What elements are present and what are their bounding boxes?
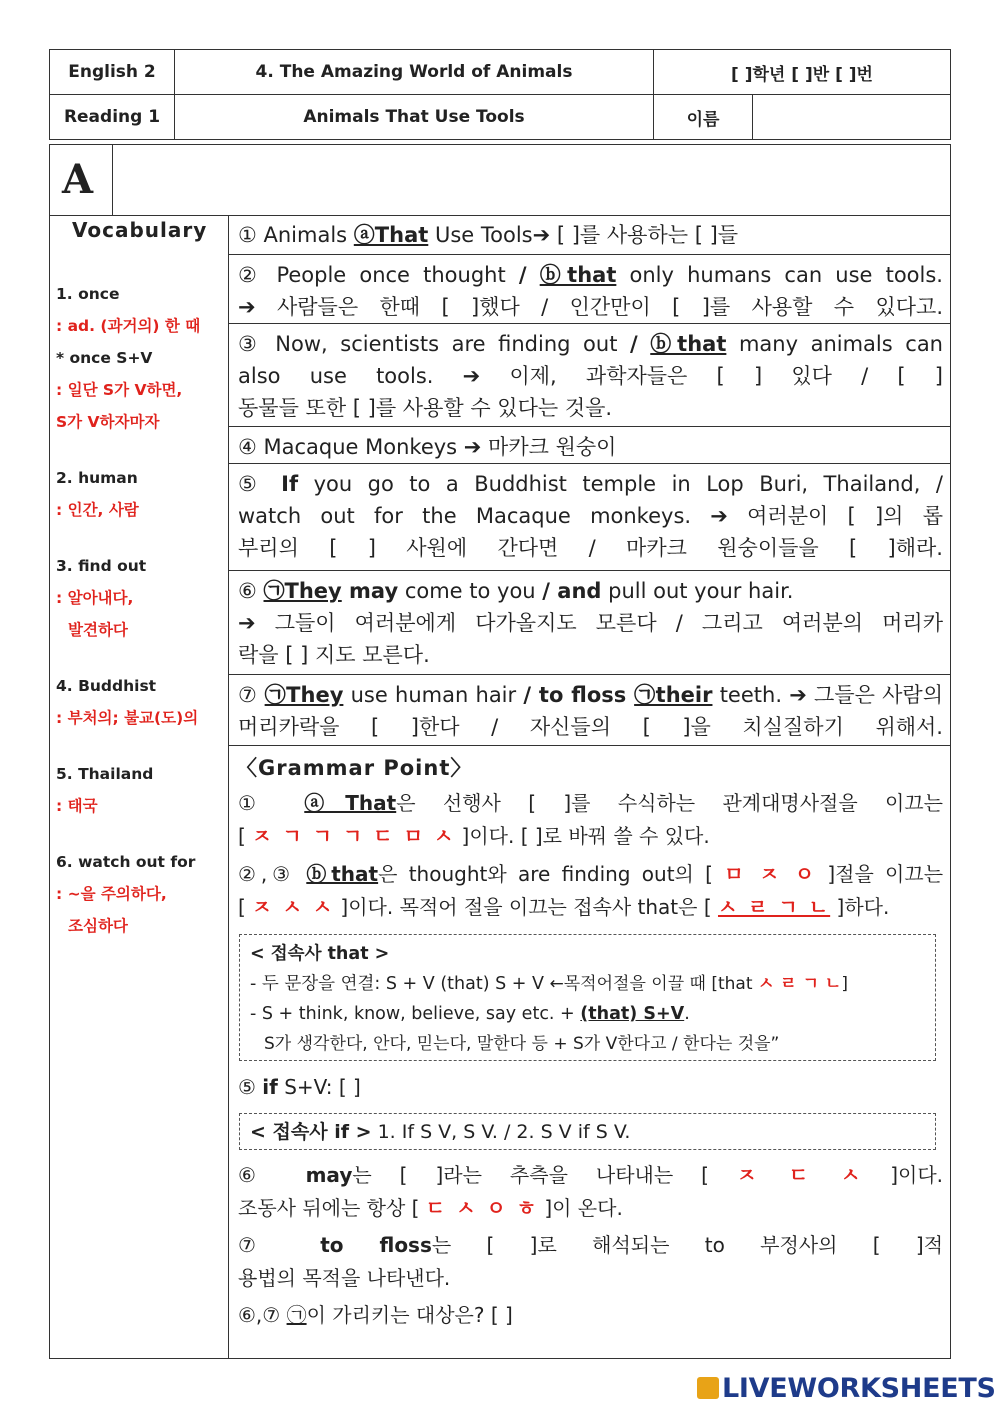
gp-text: [ [238, 824, 253, 848]
that-marker: ⓑthat [650, 332, 727, 356]
row-text: ① Animals [238, 223, 354, 247]
logo-text: LIVEWORKSHEETS [722, 1373, 996, 1404]
to-floss-marker: / to floss [523, 683, 635, 707]
name-label-cell: 이름 [654, 95, 753, 140]
reading-row-2 [229, 254, 951, 324]
that-marker: ⓑthat [306, 862, 379, 886]
gp-text: ⑤ [238, 1075, 263, 1099]
hint-text: ㅁ ㅈ ㅇ [724, 862, 817, 886]
row-text: come to you [398, 579, 543, 603]
row-text: ③ Now, scientists are finding out [238, 332, 631, 356]
gp-text: 는 [ ]로 해석되는 to 부정사의 [ ]적 [431, 1233, 944, 1257]
hint-text: ㅈ ㄷ ㅅ [737, 1163, 863, 1187]
name-input-cell[interactable] [753, 95, 951, 140]
reading-row-1 [229, 215, 951, 255]
vocab-def: : 태국 [56, 797, 98, 815]
reading-row-4 [229, 426, 951, 464]
that-marker: ⓑthat [539, 263, 617, 287]
box-title: < 접속사 that > [250, 944, 390, 964]
that-marker: ⓐThat [353, 223, 429, 247]
slash: / [630, 332, 638, 356]
section-cell: Reading 1 [50, 95, 175, 140]
row-text: only humans can use tools. [616, 263, 943, 287]
gp-text: ⑥ [238, 1163, 306, 1187]
reading-row-6 [229, 570, 951, 674]
may-marker: may [341, 579, 399, 603]
gp-text: [ [238, 895, 253, 919]
and-marker: / and [542, 579, 602, 603]
vocab-def: : 인간, 사람 [56, 501, 139, 519]
row-text: Use Tools➔ [ ]를 사용하는 [ ]들 [428, 223, 739, 247]
row-text: pull out your hair. [601, 579, 794, 603]
if-marker: If [281, 472, 299, 496]
vocab-def: 조심하다 [68, 917, 128, 935]
unit-cell: 4. The Amazing World of Animals [175, 50, 654, 95]
gp-text: 용법의 목적을 나타낸다. [238, 1266, 451, 1290]
conjunction-that-box [239, 934, 936, 1061]
vocab-title: Vocabulary [72, 218, 208, 242]
box-text: - 두 문장을 연결: S + V (that) S + V [250, 974, 550, 994]
grammar-point-1 [238, 787, 943, 853]
vocab-def: 발견하다 [68, 621, 128, 639]
slash: / [518, 263, 527, 287]
row-text: teeth. ➔ 그들은 사람의 [712, 683, 943, 707]
vocab-word: 5. Thailand [56, 765, 154, 783]
vocab-def: : 부처의; 불교(도)의 [56, 709, 199, 727]
hint-text: ㅈ ㄱ ㄱ ㄱ ㄷ ㅁ ㅅ [252, 824, 456, 848]
row-text: ⑦ [238, 683, 265, 707]
gp-text: 은 선행사 [ ]를 수식하는 관계대명사절을 이끄는 [396, 791, 943, 815]
section-letter: A [62, 156, 94, 203]
vocab-def: : ad. (과거의) 한 때 [56, 317, 201, 335]
row-text: ② People once thought [238, 263, 519, 287]
vocab-word: 1. once [56, 285, 120, 303]
box-text: . [684, 1004, 690, 1024]
may-marker: may [305, 1163, 353, 1187]
gp-text: 조동사 뒤에는 항상 [ [238, 1196, 426, 1220]
box-text: ] [841, 974, 848, 994]
gp-text: ]이 온다. [537, 1196, 623, 1220]
grammar-point-6 [238, 1159, 943, 1225]
row-translation: 머리카락을 [ ]한다 / 자신들의 [ ]을 치실질하기 위해서. [238, 715, 943, 739]
gp-text: ]절을 이끄는 [816, 862, 944, 886]
row-text: use human hair [343, 683, 524, 707]
reading-row-3 [229, 323, 951, 426]
row-text: ④ Macaque Monkeys ➔ 마카크 원숭이 [238, 435, 617, 459]
to-floss-marker: to floss [320, 1233, 432, 1257]
box-text: - S + think, know, believe, say etc. + [250, 1004, 581, 1024]
row-text: many animals can [726, 332, 943, 356]
course-cell: English 2 [50, 50, 175, 95]
gp-text: ]이다. 목적어 절을 이끄는 접속사 that은 [ [334, 895, 718, 919]
box-text: 1. If S V, S V. / 2. S V if S V. [371, 1121, 631, 1143]
gp-text: 는 [ ]라는 추측을 나타내는 [ [352, 1163, 737, 1187]
that-marker: ⓐThat [304, 791, 397, 815]
vocab-word: 6. watch out for [56, 853, 196, 871]
hint-text: ㅅ ㄹ ㄱ ㄴ [757, 974, 842, 994]
logo-badge-icon [697, 1377, 719, 1399]
divider [229, 745, 951, 746]
they-marker: ㉠They [263, 579, 342, 603]
vocab-def: : 일단 S가 V하면, [56, 381, 183, 399]
box-title: < 접속사 if > [250, 1121, 372, 1143]
liveworksheets-logo[interactable] [697, 1373, 996, 1404]
hint-text: ㅈ ㅅ ㅅ [252, 895, 335, 919]
vocab-def: S가 V하자마자 [56, 413, 160, 431]
row-translation: ➔ 그들이 여러분에게 다가올지도 모른다 / 그리고 여러분의 머리카 [238, 611, 943, 635]
row-text: ⑤ [238, 472, 282, 496]
class-info-cell: [ ]학년 [ ]반 [ ]번 [654, 50, 951, 95]
conjunction-if-box [239, 1113, 936, 1150]
box-text: S가 생각한다, 안다, 믿는다, 말한다 등 + S가 V한다고 / 한다는 것을” [264, 1034, 780, 1054]
they-marker: ㉠They [264, 683, 344, 707]
grammar-title: 〈Grammar Point〉 [236, 756, 473, 780]
gp-text: 이 가리키는 대상은? [ ] [306, 1303, 513, 1327]
row-translation: ➔ 사람들은 한때 [ ]했다 / 인간만이 [ ]를 사용할 수 있다고. [238, 295, 943, 319]
grammar-point-7 [238, 1229, 943, 1295]
they-marker: ㉠ [286, 1303, 307, 1327]
grammar-point-8 [238, 1299, 943, 1332]
row-translation: 부리의 [ ] 사원에 간다면 / 마카크 원숭이들을 [ ]해라. [238, 536, 943, 560]
row-translation: 락을 [ ] 지도 모른다. [238, 643, 430, 667]
gp-text: ]하다. [830, 895, 890, 919]
row-translation: watch out for the Macaque monkeys. ➔ 여러분이 [ ]의 롭 [238, 504, 943, 528]
grammar-point-5 [238, 1071, 943, 1104]
gp-text: ]이다. [862, 1163, 943, 1187]
gp-text: ① [238, 791, 305, 815]
gp-text: ]이다. [ ]로 바꿔 쓸 수 있다. [455, 824, 710, 848]
gp-text: ②,③ [238, 862, 307, 886]
if-marker: if [262, 1075, 278, 1099]
hint-text: ㄷ ㅅ ㅇ ㅎ [425, 1196, 538, 1220]
gp-text: 은 thought와 are finding out의 [ [378, 862, 725, 886]
header-table [49, 49, 951, 140]
vocab-word: 3. find out [56, 557, 147, 575]
gp-text: S+V: [ ] [277, 1075, 361, 1099]
row-text: ⑥ [238, 579, 264, 603]
row-text: you go to a Buddhist temple in Lop Buri, Thailand, / [298, 472, 943, 496]
vocab-word: 4. Buddhist [56, 677, 157, 695]
box-text: (that) S+V [580, 1004, 685, 1024]
hint-text: ㅅ ㄹ ㄱ ㄴ [717, 895, 831, 919]
vocab-def: : 알아내다, [56, 589, 134, 607]
row-translation: 동물들 또한 [ ]를 사용할 수 있다는 것을. [238, 396, 613, 420]
vocab-list [56, 278, 226, 942]
vocab-word: * once S+V [56, 349, 153, 367]
reading-row-5 [229, 463, 951, 570]
row-translation: also use tools. ➔ 이제, 과학자들은 [ ] 있다 / [ ] [238, 364, 943, 388]
gp-text: ⑦ [238, 1233, 321, 1257]
divider [112, 144, 113, 215]
reading-row-7 [229, 674, 951, 746]
box-text: ←목적어절을 이끌 때 [that [549, 974, 758, 994]
gp-text: ⑥,⑦ [238, 1303, 287, 1327]
lesson-cell: Animals That Use Tools [175, 95, 654, 140]
vocab-word: 2. human [56, 469, 138, 487]
vocab-def: : ~을 주의하다, [56, 885, 167, 903]
grammar-point-2 [238, 858, 943, 924]
their-marker: ㉠their [634, 683, 713, 707]
